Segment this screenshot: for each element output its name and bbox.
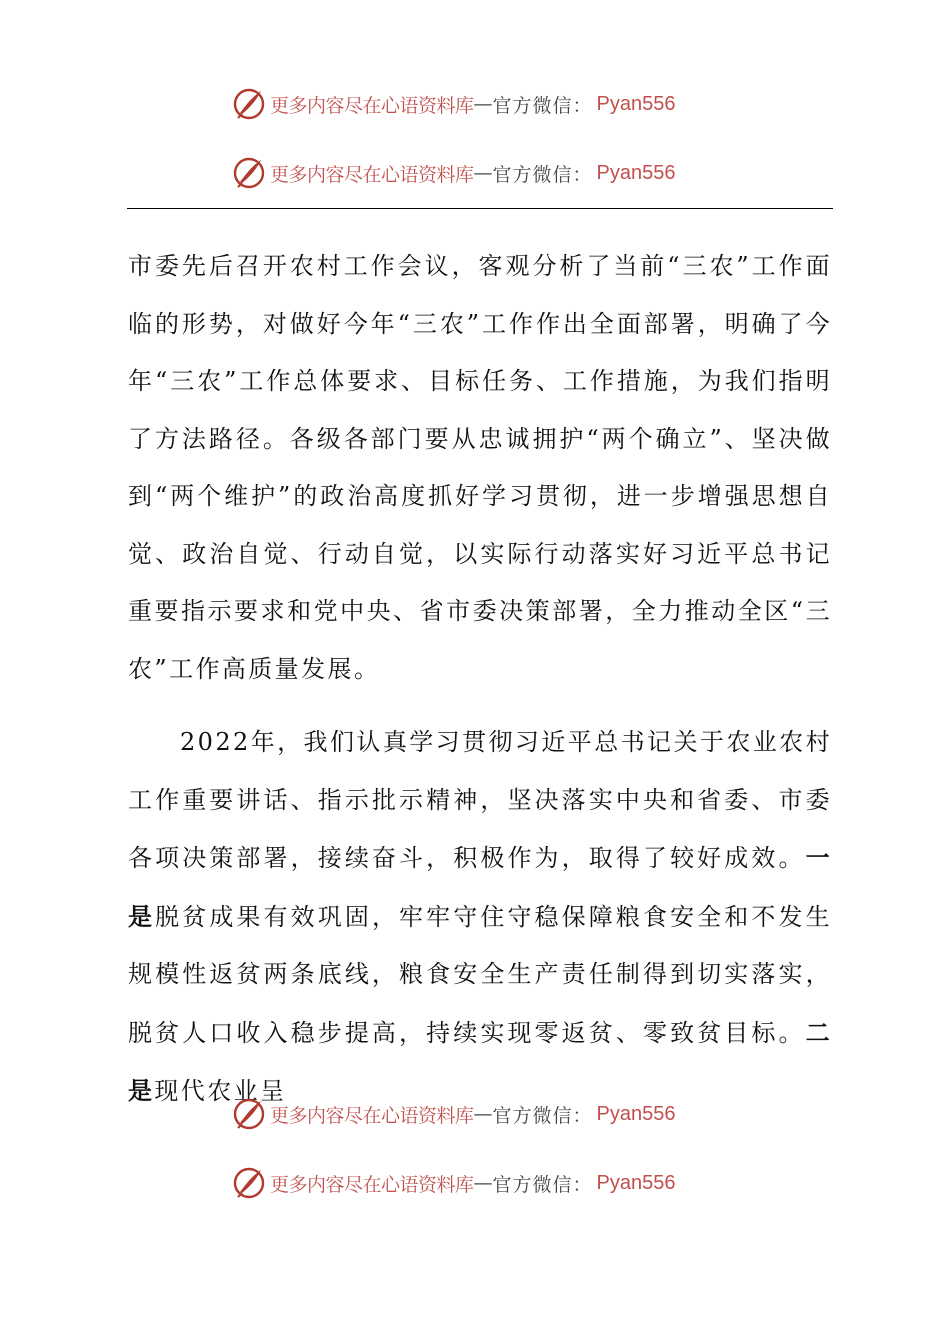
banner-label: 官方微信： [492,163,593,186]
banner-separator: — [473,1103,493,1125]
watermark-banner [232,1096,752,1132]
banner-wechat-id: Pyan556 [596,1171,676,1194]
banner-label: 官方微信： [492,1104,593,1127]
paragraph-2-intro: 2022年，我们认真学习贯彻习近平总书记关于农业农村工作重要讲话、指示批示精神，坚决落实中央和省委、市委各项决策部署，接续奋斗，积极作为，取得了较好成效。 [128,728,832,872]
watermark-banner [232,86,752,122]
banner-prefix: 更多内容尽在心语资料库 [270,1104,474,1127]
banner-wechat-id: Pyan556 [596,161,676,184]
banner-wechat-id: Pyan556 [596,92,676,115]
banner-label: 官方微信： [492,94,593,117]
point-one-text: 脱贫成果有效巩固，牢牢守住守稳保障粮食安全和不发生规模性返贫两条底线，粮食安全生产责任制得到切实落实，脱贫人口收入稳步提高，持续实现零返贫、零致贫目标。 [128,902,832,1047]
header-divider [127,208,833,209]
banner-prefix: 更多内容尽在心语资料库 [270,1173,474,1196]
quill-pen-logo-icon [232,1166,266,1200]
banner-separator: — [473,93,493,115]
quill-pen-logo-icon [232,87,266,121]
banner-separator: — [473,1172,493,1194]
quill-pen-logo-icon [232,156,266,190]
banner-prefix: 更多内容尽在心语资料库 [270,94,474,117]
point-two-text: 现代农业呈 [154,1077,287,1105]
point-one-marker: 一是 [128,843,832,931]
quill-pen-logo-icon [232,1097,266,1131]
watermark-banner [232,155,752,191]
paragraph-1: 市委先后召开农村工作会议，客观分析了当前“三农”工作面临的形势，对做好今年“三农”工作作出全面部署，明确了今年“三农”工作总体要求、目标任务、工作措施，为我们指明了方法路径。各级各部门要从忠诚拥护“两个确立”、坚决做到“两个维护”的政治高度抓好学习贯彻，进一步增强思想自觉、政治自觉、行动自觉，以实际行动落实好习近平总书记重要指示要求和党中央、省市委决策部署，全力推动全区“三农”工作高质量发展。 [128,252,832,683]
point-two-marker: 二是 [128,1017,832,1105]
banner-wechat-id: Pyan556 [596,1102,676,1125]
watermark-banner [232,1165,752,1201]
banner-prefix: 更多内容尽在心语资料库 [270,163,474,186]
banner-label: 官方微信： [492,1173,593,1196]
paragraph-2 [128,714,832,1121]
banner-separator: — [473,162,493,184]
